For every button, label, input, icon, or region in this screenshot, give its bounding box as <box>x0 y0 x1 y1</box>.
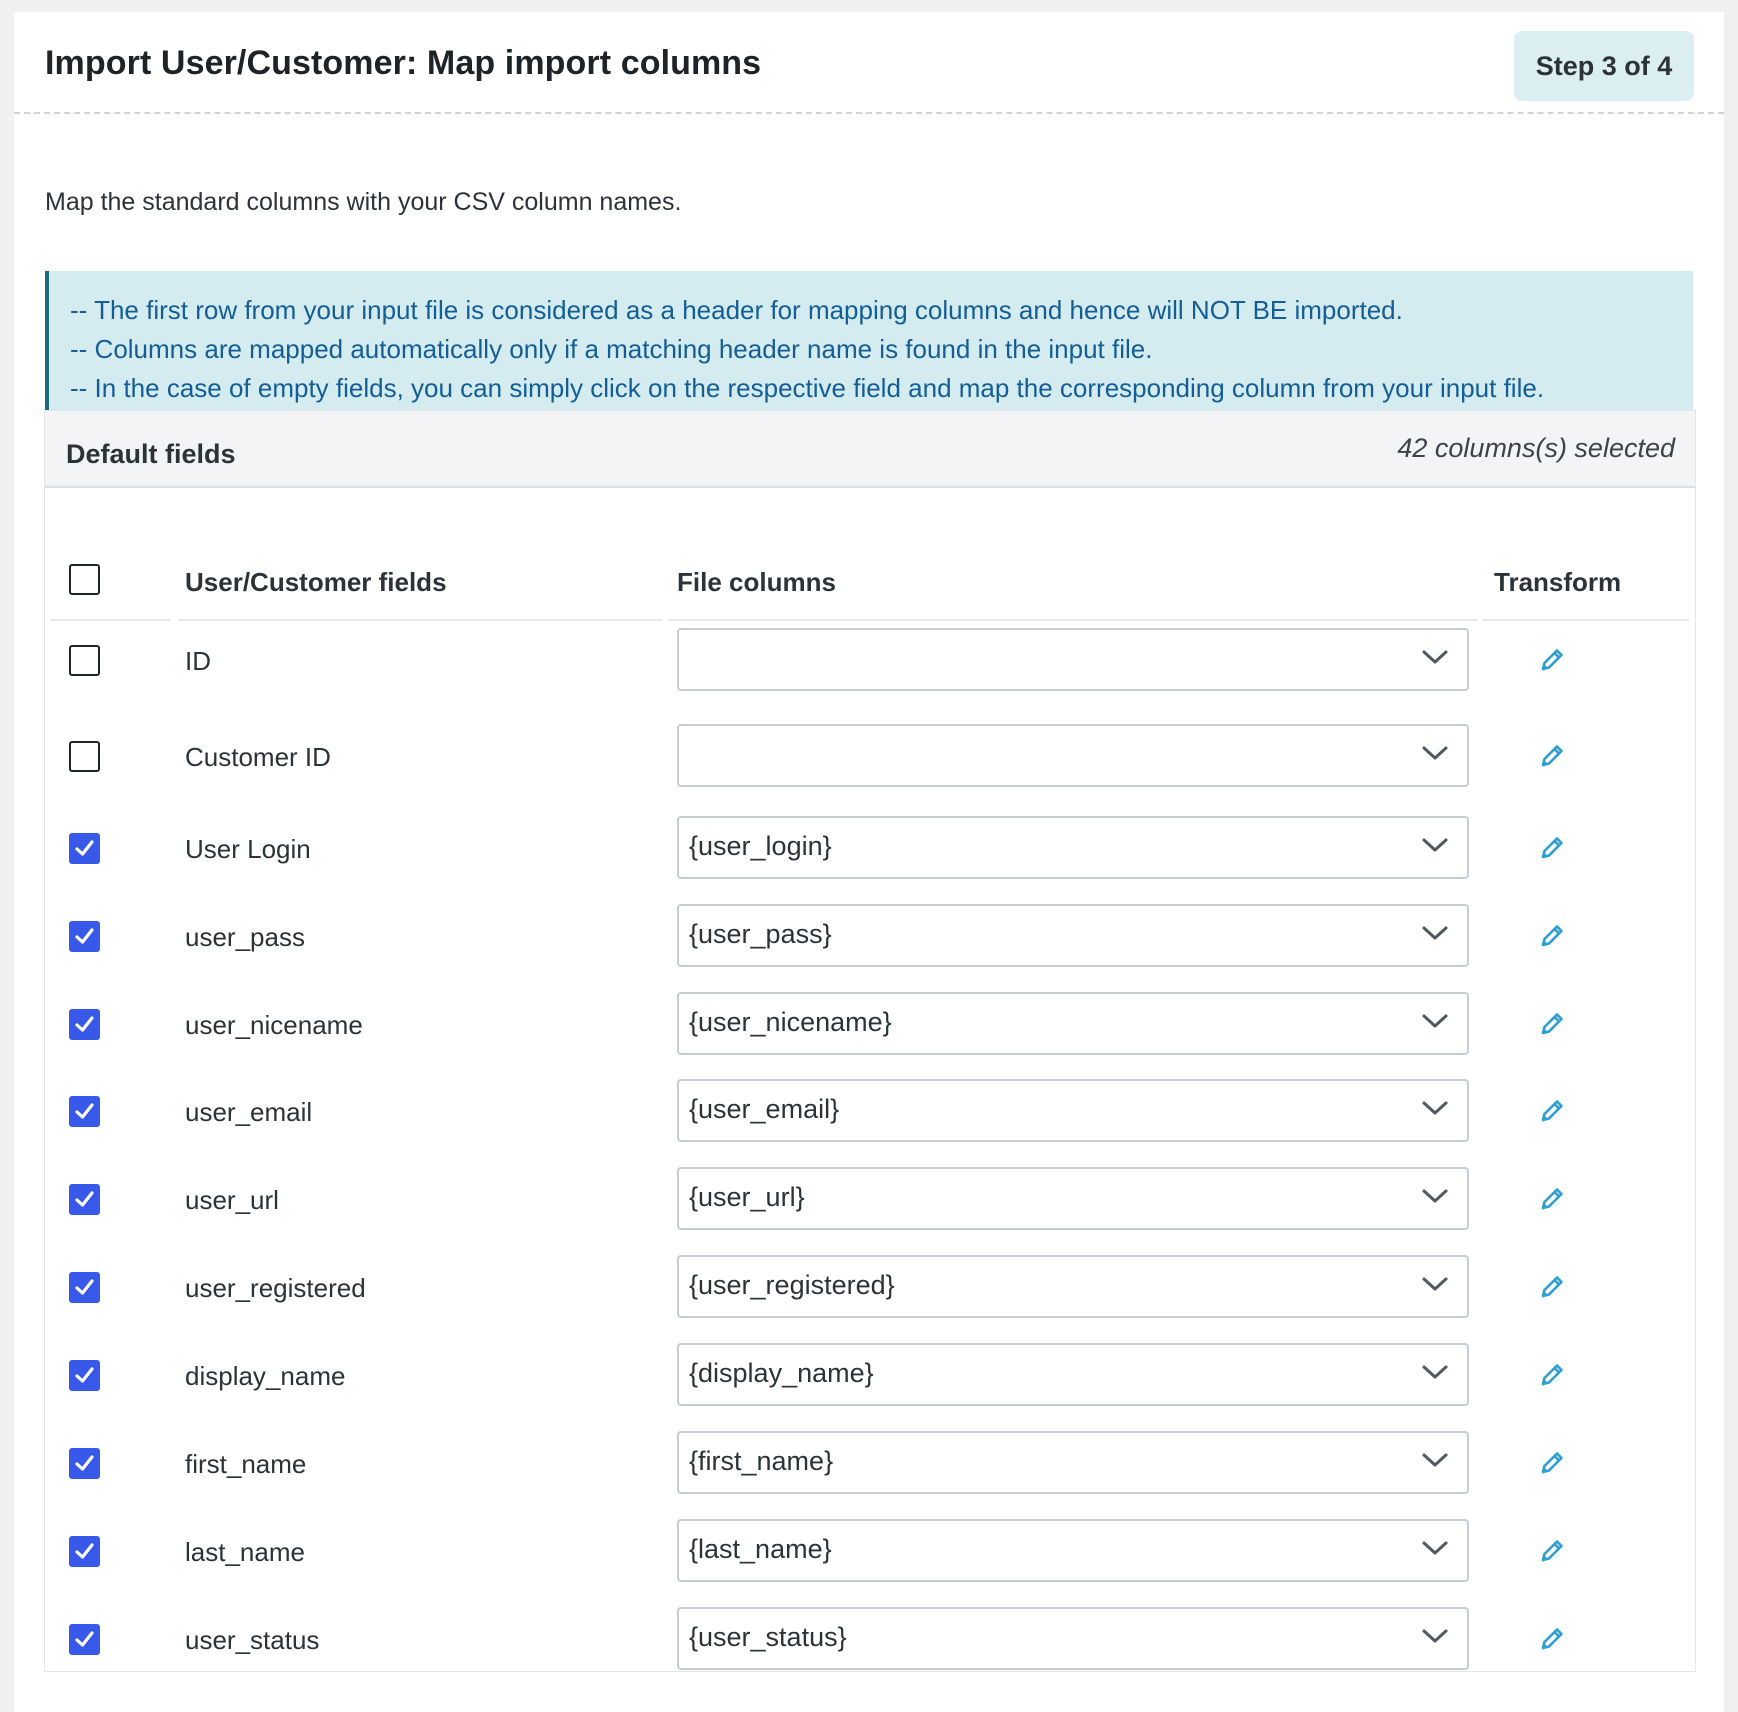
page-title: Import User/Customer: Map import columns <box>45 44 762 82</box>
pencil-icon[interactable] <box>1537 1624 1567 1654</box>
file-column-select[interactable] <box>677 1255 1469 1318</box>
file-column-select[interactable] <box>677 904 1469 967</box>
row-checkbox[interactable] <box>69 1272 100 1303</box>
pencil-icon[interactable] <box>1537 1360 1567 1390</box>
check-icon <box>74 1629 95 1650</box>
page-header <box>14 12 1724 114</box>
file-column-select[interactable] <box>677 628 1469 691</box>
field-label: user_status <box>185 1625 320 1655</box>
pencil-icon[interactable] <box>1537 1096 1567 1126</box>
chevron-down-icon <box>1421 1098 1449 1118</box>
row-checkbox[interactable] <box>69 1096 100 1127</box>
header-divider <box>1483 619 1689 621</box>
check-icon <box>74 1541 95 1562</box>
chevron-down-icon <box>1421 923 1449 943</box>
chevron-down-icon <box>1421 647 1449 667</box>
panel-header <box>45 411 1695 488</box>
chevron-down-icon <box>1421 1274 1449 1294</box>
pencil-icon[interactable] <box>1537 921 1567 951</box>
chevron-down-icon <box>1421 835 1449 855</box>
file-column-value: {user_status} <box>689 1622 847 1652</box>
file-column-value: {user_url} <box>689 1182 805 1212</box>
field-label: first_name <box>185 1449 307 1479</box>
file-column-value: {display_name} <box>689 1358 874 1388</box>
field-label: display_name <box>185 1361 346 1391</box>
check-icon <box>74 1014 95 1035</box>
pencil-icon[interactable] <box>1537 1184 1567 1214</box>
file-column-select[interactable] <box>677 1607 1469 1670</box>
file-column-value: {last_name} <box>689 1534 832 1564</box>
check-icon <box>74 926 95 947</box>
row-checkbox[interactable] <box>69 1360 100 1391</box>
column-header-file-columns: File columns <box>677 567 836 597</box>
field-label: last_name <box>185 1537 305 1567</box>
pencil-icon[interactable] <box>1537 1536 1567 1566</box>
pencil-icon[interactable] <box>1537 741 1567 771</box>
check-icon <box>74 1453 95 1474</box>
header-divider <box>668 619 1477 621</box>
row-checkbox[interactable] <box>69 645 100 676</box>
header-divider <box>179 619 663 621</box>
pencil-icon[interactable] <box>1537 645 1567 675</box>
header-divider <box>51 619 171 621</box>
field-label: Customer ID <box>185 742 331 772</box>
field-label: user_email <box>185 1097 313 1127</box>
row-checkbox[interactable] <box>69 921 100 952</box>
file-column-value: {user_nicename} <box>689 1007 892 1037</box>
chevron-down-icon <box>1421 1362 1449 1382</box>
check-icon <box>74 1365 95 1386</box>
file-column-value: {first_name} <box>689 1446 834 1476</box>
instructions-text: Map the standard columns with your CSV column names. <box>45 188 682 216</box>
pencil-icon[interactable] <box>1537 1448 1567 1478</box>
notice-line: -- Columns are mapped automatically only if a matching header name is found in the input file. <box>70 334 1153 364</box>
field-label: user_nicename <box>185 1010 363 1040</box>
field-label: ID <box>185 646 211 676</box>
pencil-icon[interactable] <box>1537 1272 1567 1302</box>
file-column-select[interactable] <box>677 724 1469 787</box>
file-column-select[interactable] <box>677 1167 1469 1230</box>
field-label: user_url <box>185 1185 279 1215</box>
chevron-down-icon <box>1421 743 1449 763</box>
file-column-select[interactable] <box>677 1431 1469 1494</box>
column-header-transform: Transform <box>1494 567 1622 597</box>
column-header-fields: User/Customer fields <box>185 567 447 597</box>
chevron-down-icon <box>1421 1626 1449 1646</box>
row-checkbox[interactable] <box>69 1624 100 1655</box>
row-checkbox[interactable] <box>69 741 100 772</box>
field-label: user_registered <box>185 1273 366 1303</box>
field-label: User Login <box>185 834 311 864</box>
row-checkbox[interactable] <box>69 1009 100 1040</box>
row-checkbox[interactable] <box>69 1184 100 1215</box>
file-column-value: {user_pass} <box>689 919 832 949</box>
panel-title: Default fields <box>66 439 236 469</box>
selected-count: 42 columns(s) selected <box>1397 433 1675 463</box>
row-checkbox[interactable] <box>69 833 100 864</box>
check-icon <box>74 1101 95 1122</box>
pencil-icon[interactable] <box>1537 1009 1567 1039</box>
field-label: user_pass <box>185 922 305 952</box>
check-icon <box>74 1189 95 1210</box>
info-notice <box>45 271 1693 427</box>
chevron-down-icon <box>1421 1011 1449 1031</box>
file-column-select[interactable] <box>677 1343 1469 1406</box>
file-column-select[interactable] <box>677 992 1469 1055</box>
chevron-down-icon <box>1421 1538 1449 1558</box>
notice-line: -- The first row from your input file is considered as a header for mapping columns and hence will NOT BE imported. <box>70 295 1403 325</box>
chevron-down-icon <box>1421 1186 1449 1206</box>
file-column-select[interactable] <box>677 1079 1469 1142</box>
select-all-checkbox[interactable] <box>69 564 100 595</box>
file-column-select[interactable] <box>677 816 1469 879</box>
step-badge: Step 3 of 4 <box>1514 31 1694 101</box>
file-column-value: {user_registered} <box>689 1270 895 1300</box>
chevron-down-icon <box>1421 1450 1449 1470</box>
file-column-value: {user_email} <box>689 1094 840 1124</box>
row-checkbox[interactable] <box>69 1448 100 1479</box>
notice-line: -- In the case of empty fields, you can simply click on the respective field and map the corresponding column from your input file. <box>70 373 1545 403</box>
row-checkbox[interactable] <box>69 1536 100 1567</box>
pencil-icon[interactable] <box>1537 833 1567 863</box>
file-column-value: {user_login} <box>689 831 832 861</box>
check-icon <box>74 838 95 859</box>
file-column-select[interactable] <box>677 1519 1469 1582</box>
check-icon <box>74 1277 95 1298</box>
